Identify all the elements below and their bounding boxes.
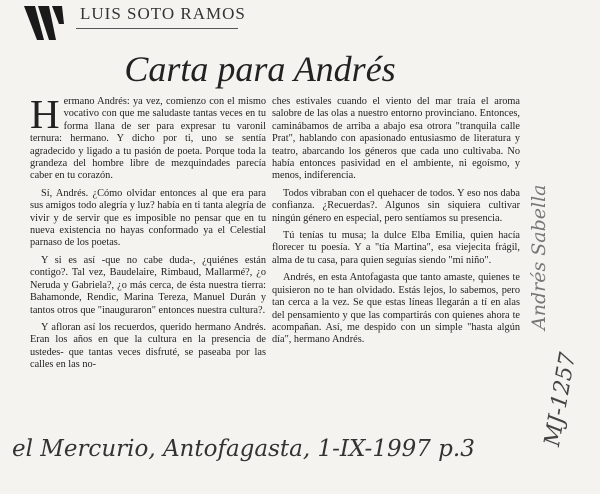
article-column-2 — [272, 96, 520, 352]
header-rule — [76, 28, 238, 29]
paragraph: Hermano Andrés: ya vez, comienzo con el mismo vocativo con que me saludaste tantas veces en tu forma llana de ser para expresar tu varonil ternura: hermano. Y dicho por ti, uno se sentía agradecido y ligado a tu pasión de poeta. Porque toda la grandeza del hombre libre de mezquindades parecía caber en tu corazón. — [30, 91, 266, 182]
author-name: LUIS SOTO RAMOS — [80, 4, 246, 23]
article-column-1 — [30, 91, 266, 377]
handwritten-signature: Andrés Sabella — [528, 184, 550, 330]
paragraph: Andrés, en esta Antofagasta que tanto amaste, quienes te quisieron no te han olvidado. Estás lejos, lo sabemos, pero tan cerca a la vez. Se que estas líneas llegarán a tí en alas del pensamiento y que las compartirás con quienes ahora te acompañan. Así, me despido con un simple "hasta algún día", hermano Andrés. — [272, 272, 520, 346]
article-title: Carta para Andrés — [124, 49, 396, 89]
paragraph: ches estivales cuando el viento del mar traía el aroma salobre de las olas a nuestro entorno provinciano. Entonces, caminábamos de arriba a abajo esa otrora "tranquila calle Prat", hablando con apasionado entusiasmo de literatura y teatro, abarcando los géneros que cada uno cultivaba. No había entonces pasividad en el ambiente, ni egoísmo, y menos, indiferencia. — [272, 96, 520, 182]
newspaper-logo-icon — [24, 6, 70, 40]
paragraph: Sí, Andrés. ¿Cómo olvidar entonces al que era para sus amigos todo alegría y luz? había en ti tanta alegría de vivir y de servir que es imposible no pensar que en tu nueva existencia no hayas conformado ya el Celestial parnaso de los poetas. — [30, 187, 266, 249]
paragraph: Tú tenías tu musa; la dulce Elba Emilia, quien hacía florecer tu poesía. Y a "tía Martina", esa viejecita frágil, alma de tu casa, para quien seguías siendo "mi niño". — [272, 230, 520, 266]
paragraph: Todos vibraban con el quehacer de todos. Y eso nos daba confianza. ¿Recuerdas?. Algunos sin siquiera cultivar ningún género en especial, pero sentíamos su presencia. — [272, 187, 520, 224]
paragraph: Y afloran así los recuerdos, querido hermano Andrés. Eran los años en que la cultura en la presencia de ustedes- que tantas veces disfruté, se paseaba por las calles en las no- — [30, 321, 266, 371]
catalog-number: MJ-1257 — [540, 350, 582, 449]
drop-cap: H — [30, 91, 60, 137]
handwritten-source-note: el Mercurio, Antofagasta, 1-IX-1997 p.3 — [12, 436, 475, 462]
paragraph: Y si es así -que no cabe duda-, ¿quiénes están contigo?. Tal vez, Baudelaire, Rimbaud, Mallarmé?, ¿o Neruda y Gabriela?, ¿o más cerca, de ésta nuestra tierra: Bahamonde, Rendic, Marina Tereza, Manuel Durán y tantos otros que "inauguraron" entonces nuestra cultura?. — [30, 254, 266, 316]
